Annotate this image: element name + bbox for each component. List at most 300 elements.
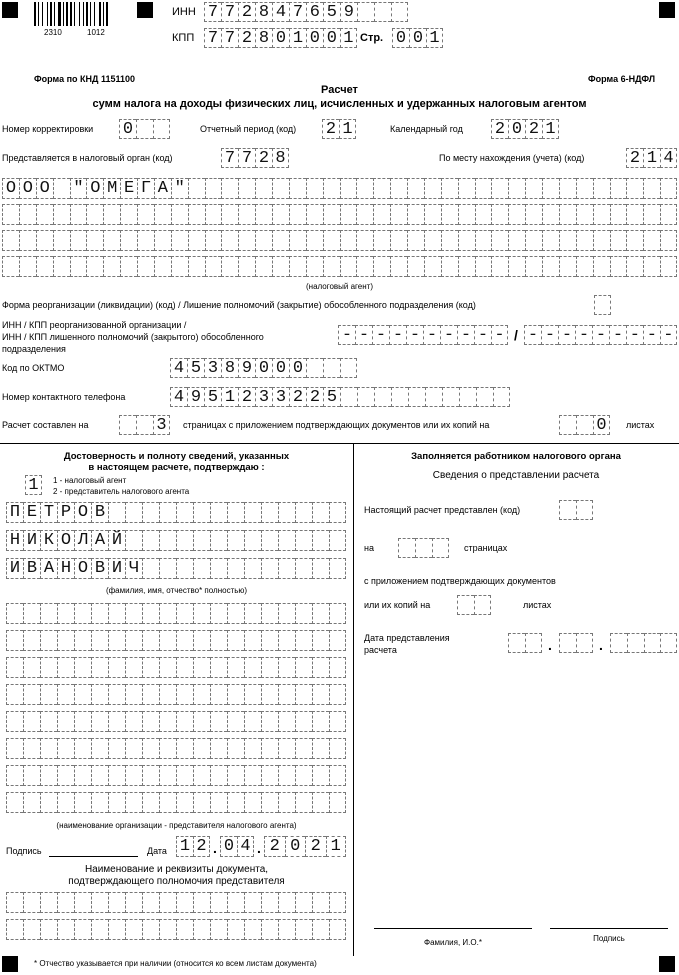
org-name-row-8[interactable] bbox=[6, 792, 346, 813]
reorg-slash: / bbox=[514, 327, 518, 343]
kpp-cells-cell: 7 bbox=[221, 28, 238, 48]
agent-name-row-1-cell bbox=[660, 178, 677, 199]
tax-office-cells[interactable] bbox=[221, 148, 289, 168]
reorg-inn-label-2: ИНН / КПП лишенного полномочий (закрытого) обособленного bbox=[2, 332, 264, 342]
right-sheets-cells[interactable] bbox=[457, 595, 491, 615]
org-name-row-1-cell bbox=[210, 603, 227, 624]
doc-row-1-cell bbox=[159, 892, 176, 913]
org-name-row-4-cell bbox=[108, 684, 125, 705]
right-fio-line[interactable] bbox=[374, 928, 532, 929]
org-name-row-3-cell bbox=[329, 657, 346, 678]
patronymic-cells-cell bbox=[142, 558, 159, 579]
org-name-row-2-cell bbox=[40, 630, 57, 651]
agent-name-row-2-cell bbox=[255, 204, 272, 225]
org-name-row-3-cell bbox=[74, 657, 91, 678]
right-date-month-cells[interactable] bbox=[559, 633, 593, 653]
presented-code-cells-cell bbox=[559, 500, 576, 520]
agent-name-row-4[interactable] bbox=[2, 256, 677, 277]
oktmo-cells-cell bbox=[323, 358, 340, 378]
date-day-cells[interactable] bbox=[176, 836, 210, 857]
pages-text: страницах с приложением подтверждающих документов или их копий на bbox=[183, 420, 490, 430]
doc-row-1-cell bbox=[176, 892, 193, 913]
org-name-row-5-cell bbox=[91, 711, 108, 732]
doc-row-2-cell bbox=[40, 919, 57, 940]
agent-name-row-2-cell bbox=[458, 204, 475, 225]
agent-name-row-2-cell bbox=[221, 204, 238, 225]
org-name-row-8-cell bbox=[57, 792, 74, 813]
org-name-row-3-cell bbox=[244, 657, 261, 678]
org-name-row-4-cell bbox=[312, 684, 329, 705]
agent-name-row-2-cell bbox=[491, 204, 508, 225]
agent-name-row-3-cell bbox=[205, 230, 222, 251]
agent-name-row-4-cell bbox=[525, 256, 542, 277]
surname-cells-cell bbox=[278, 502, 295, 523]
page-label: Стр. bbox=[360, 32, 384, 44]
doc-row-2-cell bbox=[227, 919, 244, 940]
agent-name-row-4-cell bbox=[508, 256, 525, 277]
barcode-bar bbox=[106, 2, 108, 26]
patronymic-cells-cell bbox=[227, 558, 244, 579]
phone-cells[interactable] bbox=[170, 387, 510, 407]
patronymic-cells-cell bbox=[329, 558, 346, 579]
org-name-row-6-cell bbox=[159, 738, 176, 759]
patronymic-cells-cell: В bbox=[91, 558, 108, 579]
doc-row-1-cell bbox=[6, 892, 23, 913]
org-name-row-7-cell bbox=[57, 765, 74, 786]
agent-name-row-2-cell bbox=[356, 204, 373, 225]
attachment-sheets-cells[interactable] bbox=[559, 415, 610, 435]
doc-heading-1: Наименование и реквизиты документа, bbox=[84, 864, 269, 875]
org-name-row-7-cell bbox=[295, 765, 312, 786]
agent-name-row-1-cell bbox=[643, 178, 660, 199]
kpp-cells-cell: 1 bbox=[340, 28, 357, 48]
org-name-row-2-cell bbox=[57, 630, 74, 651]
org-name-row-6-cell bbox=[329, 738, 346, 759]
inn-cells-cell: 8 bbox=[255, 2, 272, 22]
org-name-row-7-cell bbox=[312, 765, 329, 786]
org-name-row-5-cell bbox=[74, 711, 91, 732]
agent-name-row-3-cell bbox=[441, 230, 458, 251]
tax-office-cells-cell: 7 bbox=[238, 148, 255, 168]
right-pages-label: страницах bbox=[464, 543, 508, 553]
patronymic-cells-cell: А bbox=[40, 558, 57, 579]
agent-name-row-3-cell bbox=[542, 230, 559, 251]
agent-name-row-1-cell bbox=[576, 178, 593, 199]
patronymic-cells-cell: Ч bbox=[125, 558, 142, 579]
doc-row-2-cell bbox=[210, 919, 227, 940]
oktmo-label: Код по ОКТМО bbox=[2, 363, 65, 373]
agent-name-row-3-cell bbox=[289, 230, 306, 251]
agent-name-row-4-cell bbox=[323, 256, 340, 277]
org-name-row-6-cell bbox=[312, 738, 329, 759]
agent-name-row-1[interactable] bbox=[2, 178, 677, 199]
confirm-heading-2: в настоящем расчете, подтверждаю : bbox=[88, 462, 265, 473]
org-name-row-3-cell bbox=[261, 657, 278, 678]
phone-cells-cell bbox=[357, 387, 374, 407]
agent-name-row-1-cell: О bbox=[86, 178, 103, 199]
patronymic-cells-cell: И bbox=[108, 558, 125, 579]
org-name-row-7-cell bbox=[261, 765, 278, 786]
correction-cells-cell: 0 bbox=[119, 119, 136, 139]
org-name-row-1-cell bbox=[91, 603, 108, 624]
reorg-kpp-cells-cell: - bbox=[558, 325, 575, 345]
agent-name-row-3-cell bbox=[424, 230, 441, 251]
agent-name-row-4-cell bbox=[205, 256, 222, 277]
doc-row-1-cell bbox=[312, 892, 329, 913]
agent-name-row-4-cell bbox=[272, 256, 289, 277]
agent-name-row-2-cell bbox=[2, 204, 19, 225]
org-name-row-3-cell bbox=[108, 657, 125, 678]
patronymic-cells-cell bbox=[193, 558, 210, 579]
org-name-row-3-cell bbox=[23, 657, 40, 678]
agent-name-row-3-cell bbox=[458, 230, 475, 251]
agent-name-row-3-cell bbox=[86, 230, 103, 251]
org-name-row-6[interactable] bbox=[6, 738, 346, 759]
doc-row-1-cell bbox=[74, 892, 91, 913]
doc-row-2-cell bbox=[329, 919, 346, 940]
signature-label: Подпись bbox=[6, 846, 42, 856]
org-name-row-8-cell bbox=[176, 792, 193, 813]
agent-name-row-3-cell bbox=[171, 230, 188, 251]
org-name-row-8-cell bbox=[261, 792, 278, 813]
doc-row-1-cell bbox=[278, 892, 295, 913]
patronymic-cells[interactable] bbox=[6, 558, 346, 579]
agent-name-row-3-cell bbox=[475, 230, 492, 251]
org-name-row-5[interactable] bbox=[6, 711, 346, 732]
attachment-sheets-cells-cell: 0 bbox=[593, 415, 610, 435]
doc-row-1[interactable] bbox=[6, 892, 346, 913]
org-name-row-2-cell bbox=[278, 630, 295, 651]
org-name-row-8-cell bbox=[244, 792, 261, 813]
agent-name-row-1-cell bbox=[272, 178, 289, 199]
date-month-cells[interactable] bbox=[220, 836, 254, 857]
agent-name-row-2-cell bbox=[424, 204, 441, 225]
inn-cells-cell bbox=[357, 2, 374, 22]
org-name-row-4-cell bbox=[329, 684, 346, 705]
right-sheets-cells-cell bbox=[474, 595, 491, 615]
title-line1: Расчет bbox=[321, 84, 358, 96]
org-name-row-7[interactable] bbox=[6, 765, 346, 786]
oktmo-cells-cell: 4 bbox=[170, 358, 187, 378]
surname-cells-cell bbox=[142, 502, 159, 523]
right-date-year-cells[interactable] bbox=[610, 633, 677, 653]
date-day-cells-cell: 2 bbox=[193, 836, 210, 857]
org-name-row-4-cell bbox=[125, 684, 142, 705]
date-dot-1: . bbox=[213, 840, 217, 856]
kpp-cells-cell: 2 bbox=[238, 28, 255, 48]
org-name-row-3-cell bbox=[57, 657, 74, 678]
right-date-day-cells-cell bbox=[508, 633, 525, 653]
correction-label: Номер корректировки bbox=[2, 124, 94, 134]
org-name-row-4-cell bbox=[193, 684, 210, 705]
agent-name-row-4-cell bbox=[610, 256, 627, 277]
page-number-cells-cell: 1 bbox=[426, 28, 443, 48]
surname-cells[interactable] bbox=[6, 502, 346, 523]
inn-cells-cell: 7 bbox=[221, 2, 238, 22]
first-name-cells-cell bbox=[278, 530, 295, 551]
phone-cells-cell bbox=[442, 387, 459, 407]
date-year-cells[interactable] bbox=[264, 836, 346, 857]
year-cells[interactable] bbox=[491, 119, 559, 139]
org-name-row-7-cell bbox=[108, 765, 125, 786]
agent-name-row-2-cell bbox=[576, 204, 593, 225]
pages-cells[interactable] bbox=[119, 415, 170, 435]
org-name-row-2-cell bbox=[329, 630, 346, 651]
barcode-bars bbox=[34, 2, 126, 26]
right-date-day-cells[interactable] bbox=[508, 633, 542, 653]
org-name-row-8-cell bbox=[91, 792, 108, 813]
barcode-left-code: 2310 bbox=[44, 28, 62, 37]
first-name-cells[interactable] bbox=[6, 530, 346, 551]
org-name-row-6-cell bbox=[176, 738, 193, 759]
right-date-dot-1: . bbox=[548, 637, 552, 653]
patronymic-cells-cell: В bbox=[23, 558, 40, 579]
doc-row-1-cell bbox=[57, 892, 74, 913]
agent-name-row-4-cell bbox=[491, 256, 508, 277]
right-pages-cells-cell bbox=[432, 538, 449, 558]
right-pages-cells-cell bbox=[415, 538, 432, 558]
org-name-row-7-cell bbox=[193, 765, 210, 786]
agent-name-row-1-cell bbox=[525, 178, 542, 199]
barcode-bar bbox=[74, 2, 75, 26]
inn-cells[interactable] bbox=[204, 2, 408, 22]
org-name-row-7-cell bbox=[91, 765, 108, 786]
corner-marker-bottom-right bbox=[659, 956, 675, 972]
agent-name-row-4-cell bbox=[407, 256, 424, 277]
org-name-row-2-cell bbox=[91, 630, 108, 651]
inn-label: ИНН bbox=[172, 6, 196, 18]
org-name-row-7-cell bbox=[244, 765, 261, 786]
org-name-row-1-cell bbox=[159, 603, 176, 624]
patronymic-cells-cell bbox=[244, 558, 261, 579]
agent-name-row-2-cell bbox=[593, 204, 610, 225]
agent-name-row-2-cell bbox=[53, 204, 70, 225]
barcode bbox=[34, 2, 126, 36]
on-label: на bbox=[364, 543, 374, 553]
doc-row-1-cell bbox=[142, 892, 159, 913]
patronymic-cells-cell bbox=[210, 558, 227, 579]
org-name-row-3-cell bbox=[210, 657, 227, 678]
phone-cells-cell: 2 bbox=[238, 387, 255, 407]
doc-row-2-cell bbox=[176, 919, 193, 940]
phone-cells-cell: 1 bbox=[221, 387, 238, 407]
org-name-row-7-cell bbox=[74, 765, 91, 786]
agent-name-row-2-cell bbox=[660, 204, 677, 225]
phone-cells-cell: 5 bbox=[323, 387, 340, 407]
org-name-row-8-cell bbox=[193, 792, 210, 813]
org-name-row-6-cell bbox=[193, 738, 210, 759]
fio-caption: (фамилия, имя, отчество* полностью) bbox=[105, 586, 248, 595]
right-pages-cells[interactable] bbox=[398, 538, 449, 558]
org-name-row-5-cell bbox=[329, 711, 346, 732]
surname-cells-cell bbox=[159, 502, 176, 523]
org-name-row-3-cell bbox=[125, 657, 142, 678]
agent-name-row-1-cell bbox=[356, 178, 373, 199]
kpp-cells[interactable] bbox=[204, 28, 357, 48]
org-name-row-6-cell bbox=[210, 738, 227, 759]
org-name-row-2-cell bbox=[312, 630, 329, 651]
agent-name-row-3[interactable] bbox=[2, 230, 677, 251]
agent-name-row-1-cell: " bbox=[70, 178, 87, 199]
agent-name-row-4-cell bbox=[424, 256, 441, 277]
reorg-code-cells[interactable] bbox=[594, 295, 611, 315]
agent-name-row-2[interactable] bbox=[2, 204, 677, 225]
surname-cells-cell bbox=[312, 502, 329, 523]
org-name-row-3-cell bbox=[159, 657, 176, 678]
reorg-inn-cells[interactable] bbox=[338, 325, 508, 345]
org-name-row-8-cell bbox=[6, 792, 23, 813]
phone-cells-cell: 4 bbox=[170, 387, 187, 407]
org-name-row-7-cell bbox=[227, 765, 244, 786]
right-sign-line[interactable] bbox=[550, 928, 668, 929]
org-name-row-3[interactable] bbox=[6, 657, 346, 678]
reorg-kpp-cells-cell: - bbox=[660, 325, 677, 345]
doc-row-1-cell bbox=[295, 892, 312, 913]
page-number-cells[interactable] bbox=[392, 28, 443, 48]
agent-name-row-4-cell bbox=[70, 256, 87, 277]
org-name-row-6-cell bbox=[23, 738, 40, 759]
right-sheets-cells-cell bbox=[457, 595, 474, 615]
period-cells[interactable] bbox=[322, 119, 356, 139]
agent-name-row-4-cell bbox=[593, 256, 610, 277]
org-name-row-1-cell bbox=[278, 603, 295, 624]
agent-name-row-1-cell bbox=[508, 178, 525, 199]
agent-name-row-1-cell bbox=[491, 178, 508, 199]
agent-name-row-2-cell bbox=[306, 204, 323, 225]
presented-code-cells[interactable] bbox=[559, 500, 593, 520]
reorg-kpp-cells-cell: - bbox=[626, 325, 643, 345]
title-line2: сумм налога на доходы физических лиц, исчисленных и удержанных налоговым агентом bbox=[92, 98, 587, 110]
surname-cells-cell bbox=[261, 502, 278, 523]
agent-name-row-1-cell bbox=[626, 178, 643, 199]
agent-name-row-1-cell bbox=[407, 178, 424, 199]
agent-name-row-4-cell bbox=[171, 256, 188, 277]
page-number-cells-cell: 0 bbox=[392, 28, 409, 48]
inn-cells-cell bbox=[374, 2, 391, 22]
kpp-cells-cell: 0 bbox=[323, 28, 340, 48]
org-name-row-4-cell bbox=[6, 684, 23, 705]
correction-cells[interactable] bbox=[119, 119, 170, 139]
agent-name-row-3-cell bbox=[19, 230, 36, 251]
phone-cells-cell bbox=[374, 387, 391, 407]
agent-name-row-3-cell bbox=[525, 230, 542, 251]
agent-name-row-3-cell bbox=[323, 230, 340, 251]
reorg-kpp-cells-cell: - bbox=[541, 325, 558, 345]
patronymic-cells-cell bbox=[278, 558, 295, 579]
org-name-row-5-cell bbox=[159, 711, 176, 732]
oktmo-cells[interactable] bbox=[170, 358, 357, 378]
agent-name-row-1-cell bbox=[306, 178, 323, 199]
org-name-row-7-cell bbox=[142, 765, 159, 786]
oktmo-cells-cell bbox=[306, 358, 323, 378]
org-name-row-6-cell bbox=[142, 738, 159, 759]
corner-marker-top-middle bbox=[137, 2, 153, 18]
agent-name-row-4-cell bbox=[255, 256, 272, 277]
right-attach-label-2: или их копий на bbox=[364, 600, 431, 610]
right-date-label-2: расчета bbox=[364, 645, 397, 655]
reorg-inn-cells-cell: - bbox=[474, 325, 491, 345]
barcode-bar bbox=[86, 2, 88, 26]
agent-name-row-4-cell bbox=[103, 256, 120, 277]
doc-row-2-cell bbox=[159, 919, 176, 940]
agent-name-row-1-cell bbox=[390, 178, 407, 199]
org-name-row-5-cell bbox=[193, 711, 210, 732]
org-name-row-2-cell bbox=[125, 630, 142, 651]
org-name-row-8-cell bbox=[40, 792, 57, 813]
org-name-row-4[interactable] bbox=[6, 684, 346, 705]
agent-name-row-2-cell bbox=[390, 204, 407, 225]
signer-code-cell[interactable] bbox=[25, 475, 42, 495]
agent-name-row-3-cell bbox=[221, 230, 238, 251]
doc-row-1-cell bbox=[108, 892, 125, 913]
org-name-row-3-cell bbox=[40, 657, 57, 678]
agent-name-row-3-cell bbox=[660, 230, 677, 251]
org-name-row-3-cell bbox=[295, 657, 312, 678]
org-name-row-4-cell bbox=[227, 684, 244, 705]
agent-name-row-4-cell bbox=[643, 256, 660, 277]
org-name-row-1[interactable] bbox=[6, 603, 346, 624]
org-name-row-5-cell bbox=[295, 711, 312, 732]
surname-cells-cell bbox=[295, 502, 312, 523]
inn-cells-cell: 6 bbox=[306, 2, 323, 22]
agent-name-row-3-cell bbox=[576, 230, 593, 251]
agent-name-row-3-cell bbox=[491, 230, 508, 251]
corner-marker-top-right bbox=[659, 2, 675, 18]
agent-name-row-1-cell bbox=[188, 178, 205, 199]
date-dot-2: . bbox=[257, 840, 261, 856]
org-name-row-5-cell bbox=[23, 711, 40, 732]
oktmo-cells-cell: 9 bbox=[238, 358, 255, 378]
agent-name-row-3-cell bbox=[120, 230, 137, 251]
reorg-kpp-cells[interactable] bbox=[524, 325, 677, 345]
oktmo-cells-cell: 5 bbox=[187, 358, 204, 378]
agent-name-row-1-cell bbox=[289, 178, 306, 199]
right-date-day-cells-cell bbox=[525, 633, 542, 653]
org-name-row-8-cell bbox=[159, 792, 176, 813]
attachment-sheets-cells-cell bbox=[559, 415, 576, 435]
signer-option-1: 1 - налоговый агент bbox=[53, 476, 127, 485]
org-name-row-4-cell bbox=[261, 684, 278, 705]
first-name-cells-cell: Н bbox=[6, 530, 23, 551]
doc-row-2[interactable] bbox=[6, 919, 346, 940]
org-name-row-3-cell bbox=[193, 657, 210, 678]
doc-row-1-cell bbox=[193, 892, 210, 913]
date-year-cells-cell: 1 bbox=[326, 836, 347, 857]
agent-name-row-4-cell bbox=[559, 256, 576, 277]
date-year-cells-cell: 2 bbox=[264, 836, 285, 857]
oktmo-cells-cell: 0 bbox=[255, 358, 272, 378]
year-cells-cell: 2 bbox=[491, 119, 508, 139]
phone-label: Номер контактного телефона bbox=[2, 392, 126, 402]
org-name-row-3-cell bbox=[312, 657, 329, 678]
reorg-kpp-cells-cell: - bbox=[592, 325, 609, 345]
org-name-row-3-cell bbox=[176, 657, 193, 678]
org-name-row-2-cell bbox=[193, 630, 210, 651]
date-year-cells-cell: 2 bbox=[305, 836, 326, 857]
inn-cells-cell: 9 bbox=[340, 2, 357, 22]
surname-cells-cell: В bbox=[91, 502, 108, 523]
signature-line[interactable] bbox=[49, 856, 138, 857]
org-name-row-5-cell bbox=[40, 711, 57, 732]
agent-name-row-3-cell bbox=[188, 230, 205, 251]
location-cells[interactable] bbox=[626, 148, 677, 168]
phone-cells-cell: 2 bbox=[306, 387, 323, 407]
agent-name-row-4-cell bbox=[390, 256, 407, 277]
phone-cells-cell bbox=[340, 387, 357, 407]
org-name-row-2[interactable] bbox=[6, 630, 346, 651]
org-name-row-6-cell bbox=[295, 738, 312, 759]
sheets-label: листах bbox=[626, 420, 655, 430]
